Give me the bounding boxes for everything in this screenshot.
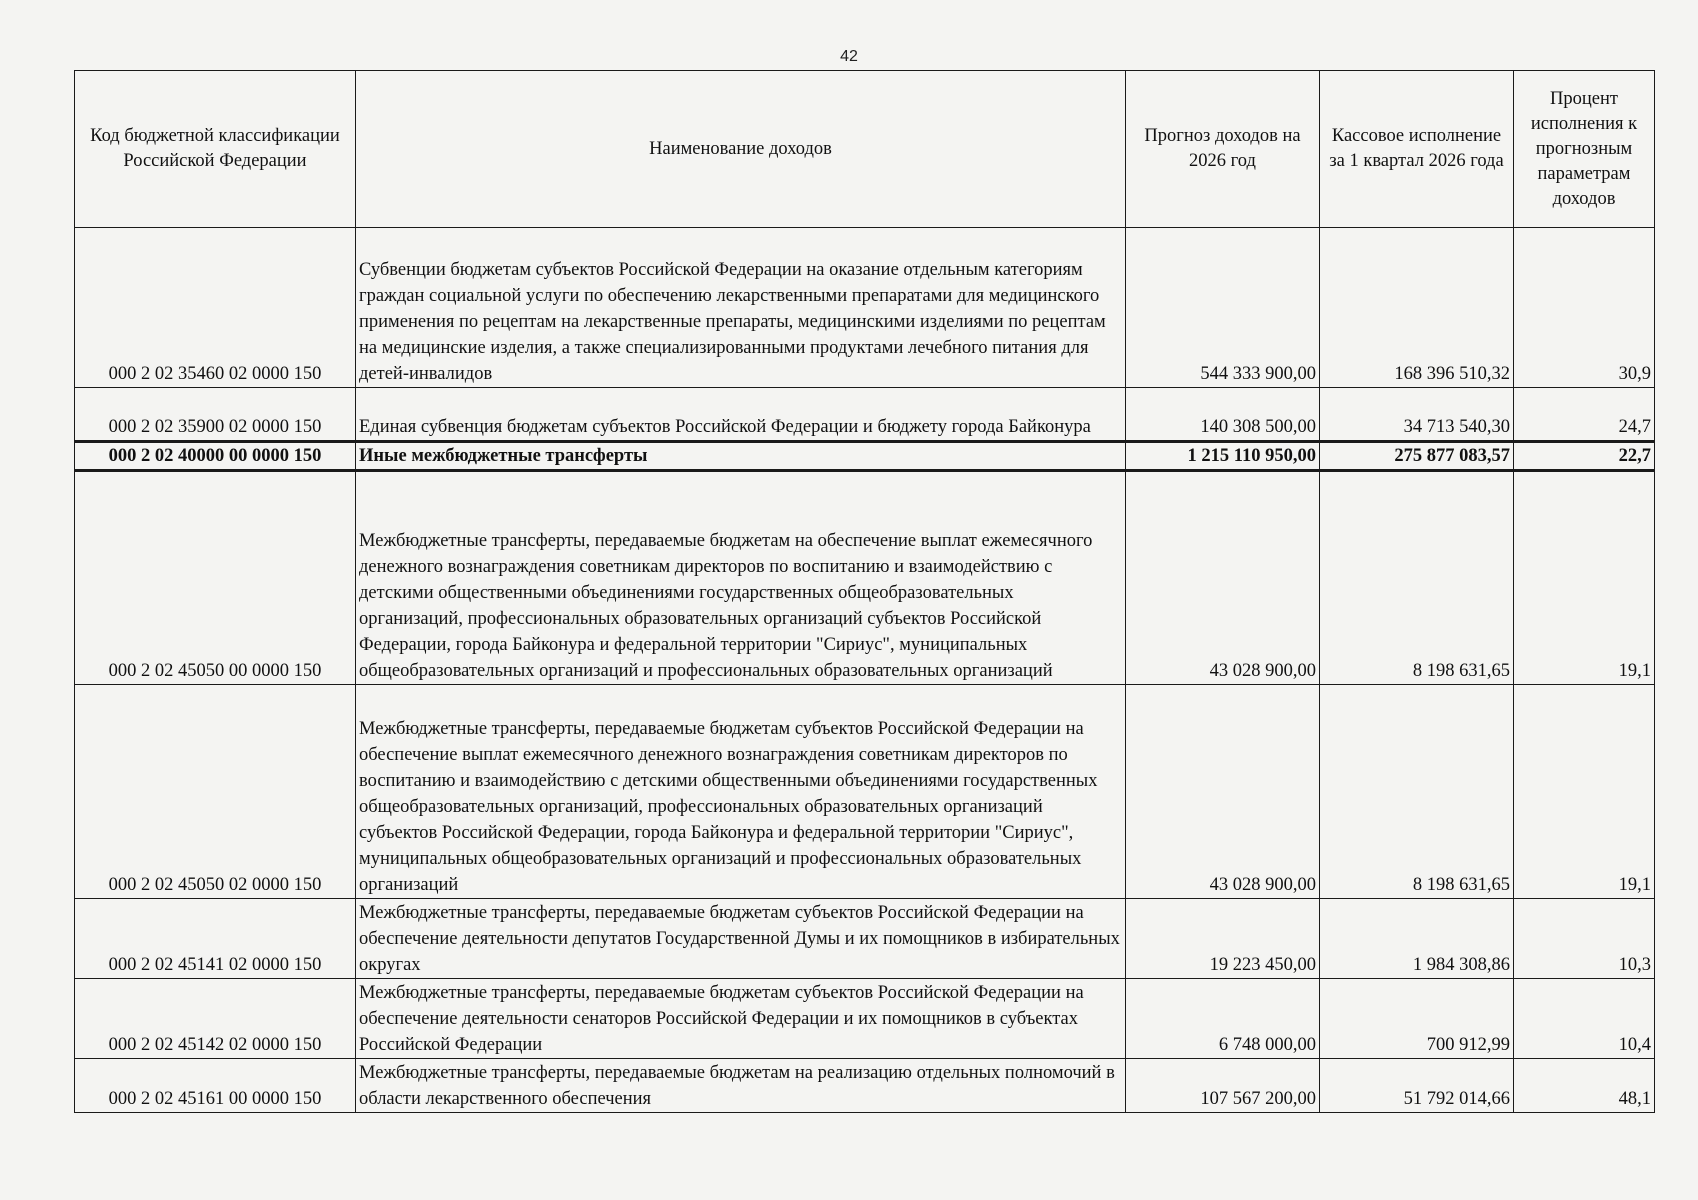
row-forecast: 140 308 500,00 xyxy=(1126,388,1320,442)
row-percent: 22,7 xyxy=(1514,442,1655,471)
row-percent: 30,9 xyxy=(1514,228,1655,388)
row-code: 000 2 02 45161 00 0000 150 xyxy=(75,1059,356,1113)
row-percent: 19,1 xyxy=(1514,471,1655,685)
row-name: Межбюджетные трансферты, передаваемые бюджетам субъектов Российской Федерации на обеспечение выплат ежемесячного денежного вознаграждения советникам директоров по воспитанию и взаимодействию с детскими общественными объединениями государственных общеобразовательных организаций, профессиональных образовательных организаций субъектов Российской Федерации, города Байконура и федеральной территории "Сириус", муниципальных общеобразовательных организаций и профессиональных образовательных организаций xyxy=(356,685,1126,899)
header-name: Наименование доходов xyxy=(356,71,1126,228)
row-name: Межбюджетные трансферты, передаваемые бюджетам на обеспечение выплат ежемесячного денежного вознаграждения советникам директоров по воспитанию и взаимодействию с детскими общественными объединениями государственных общеобразовательных организаций, профессиональных образовательных организаций субъектов Российской Федерации, города Байконура и федеральной территории "Сириус", муниципальных общеобразовательных организаций и профессиональных образовательных организаций xyxy=(356,471,1126,685)
row-name: Межбюджетные трансферты, передаваемые бюджетам субъектов Российской Федерации на обеспечение деятельности депутатов Государственной Думы и их помощников в избирательных округах xyxy=(356,899,1126,979)
row-name: Межбюджетные трансферты, передаваемые бюджетам на реализацию отдельных полномочий в области лекарственного обеспечения xyxy=(356,1059,1126,1113)
row-percent: 10,3 xyxy=(1514,899,1655,979)
row-name: Субвенции бюджетам субъектов Российской Федерации на оказание отдельным категориям граждан социальной услуги по обеспечению лекарственными препаратами для медицинского применения по рецептам на лекарственные препараты, медицинскими изделиями по рецептам на медицинские изделия, а также специализированными продуктами лечебного питания для детей-инвалидов xyxy=(356,228,1126,388)
table-row xyxy=(75,685,1655,899)
row-percent: 10,4 xyxy=(1514,979,1655,1059)
row-code: 000 2 02 45050 02 0000 150 xyxy=(75,685,356,899)
row-forecast: 43 028 900,00 xyxy=(1126,471,1320,685)
row-actual: 8 198 631,65 xyxy=(1320,471,1514,685)
table-row xyxy=(75,979,1655,1059)
row-forecast: 107 567 200,00 xyxy=(1126,1059,1320,1113)
row-code: 000 2 02 45142 02 0000 150 xyxy=(75,979,356,1059)
row-actual: 34 713 540,30 xyxy=(1320,388,1514,442)
table-row xyxy=(75,1059,1655,1113)
row-actual: 8 198 631,65 xyxy=(1320,685,1514,899)
row-forecast: 43 028 900,00 xyxy=(1126,685,1320,899)
table-row xyxy=(75,228,1655,388)
table-header-row xyxy=(75,71,1655,228)
row-name: Иные межбюджетные трансферты xyxy=(356,442,1126,471)
row-code: 000 2 02 40000 00 0000 150 xyxy=(75,442,356,471)
row-percent: 24,7 xyxy=(1514,388,1655,442)
row-forecast: 544 333 900,00 xyxy=(1126,228,1320,388)
table-row-total xyxy=(75,442,1655,471)
row-forecast: 6 748 000,00 xyxy=(1126,979,1320,1059)
row-code: 000 2 02 35460 02 0000 150 xyxy=(75,228,356,388)
table-row xyxy=(75,899,1655,979)
row-name: Единая субвенция бюджетам субъектов Российской Федерации и бюджету города Байконура xyxy=(356,388,1126,442)
header-code: Код бюджетной классификации Российской Федерации xyxy=(75,71,356,228)
row-actual: 700 912,99 xyxy=(1320,979,1514,1059)
row-forecast: 19 223 450,00 xyxy=(1126,899,1320,979)
row-code: 000 2 02 45050 00 0000 150 xyxy=(75,471,356,685)
row-actual: 168 396 510,32 xyxy=(1320,228,1514,388)
header-percent: Процент исполнения к прогнозным параметрам доходов xyxy=(1514,71,1655,228)
row-percent: 19,1 xyxy=(1514,685,1655,899)
row-actual: 275 877 083,57 xyxy=(1320,442,1514,471)
row-code: 000 2 02 45141 02 0000 150 xyxy=(75,899,356,979)
header-forecast: Прогноз доходов на 2026 год xyxy=(1126,71,1320,228)
row-forecast: 1 215 110 950,00 xyxy=(1126,442,1320,471)
revenue-table xyxy=(74,70,1655,1113)
row-actual: 51 792 014,66 xyxy=(1320,1059,1514,1113)
row-percent: 48,1 xyxy=(1514,1059,1655,1113)
row-name: Межбюджетные трансферты, передаваемые бюджетам субъектов Российской Федерации на обеспечение деятельности сенаторов Российской Федерации и их помощников в субъектах Российской Федерации xyxy=(356,979,1126,1059)
header-actual: Кассовое исполнение за 1 квартал 2026 года xyxy=(1320,71,1514,228)
row-actual: 1 984 308,86 xyxy=(1320,899,1514,979)
page-number: 42 xyxy=(840,48,858,65)
table-row xyxy=(75,388,1655,442)
table-row xyxy=(75,471,1655,685)
row-code: 000 2 02 35900 02 0000 150 xyxy=(75,388,356,442)
